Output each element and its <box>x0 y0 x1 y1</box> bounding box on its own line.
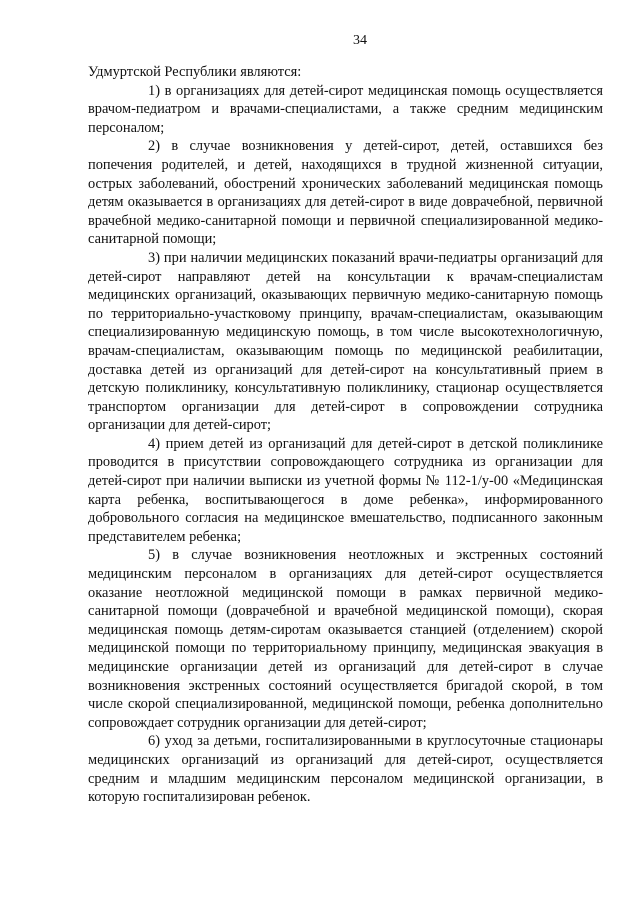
list-item-2: 2) в случае возникновения у детей-сирот, детей, оставшихся без попечения родителей, и детей, находящихся в трудной жизненной ситуации, острых заболеваний, обострений хронических заболеваний медицинская помощь детям оказывается в организациях для детей-сирот в виде доврачебной, первичной врачебной медико-санитарной помощи и первичной специализированной медико-санитарной помощи; <box>88 138 603 248</box>
document-body <box>88 63 603 807</box>
list-item-6: 6) уход за детьми, госпитализированными в круглосуточные стационары медицинских организаций из организаций для детей-сирот, осуществляется средним и младшим медицинским персоналом медицинской организации, в которую госпитализирован ребенок. <box>88 733 603 806</box>
list-item-4: 4) прием детей из организаций для детей-сирот в детской поликлинике проводится в присутствии сопровождающего сотрудника из организации для детей-сирот при наличии выписки из учетной формы № 112-1/у-00 «Медицинская карта ребенка, воспитывающегося в доме ребенка», информированного добровольного согласия на медицинское вмешательство, подписанного законным представителем ребенка; <box>88 435 603 545</box>
list-item-1: 1) в организациях для детей-сирот медицинская помощь осуществляется врачом-педиатром и врачами-специалистами, а также средним медицинским персоналом; <box>88 82 603 136</box>
list-item-5: 5) в случае возникновения неотложных и экстренных состояний медицинским персоналом в организациях для детей-сирот осуществляется оказание неотложной медицинской помощи в рамках первичной медико-санитарной помощи (доврачебной и врачебной медицинской помощи), скорая медицинская помощь детям-сиротам оказывается станцией (отделением) скорой медицинской помощи по территориальному принципу, медицинская эвакуация в медицинские организации детей из организаций для детей-сирот в случае возникновения экстренных состояний осуществляется бригадой скорой, в том числе скорой специализированной, медицинской помощи, ребенка дополнительно сопровождает сотрудник организации для детей-сирот; <box>88 547 603 731</box>
page-number: 34 <box>353 33 367 48</box>
list-item-3: 3) при наличии медицинских показаний врачи-педиатры организаций для детей-сирот направляют детей на консультации к врачам-специалистам медицинских организаций, оказывающих первичную медико-санитарную помощь по территориально-участковому принципу, врачам-специалистам, оказывающим специализированную медицинскую помощь, в том числе высокотехнологичную, врачам-специалистам, оказывающим помощь по медицинской реабилитации, доставка детей из организаций для детей-сирот на консультативный прием в детскую поликлинику, консультативную поликлинику, стационар осуществляется транспортом организации для детей-сирот в сопровождении сотрудника организации для детей-сирот; <box>88 249 603 434</box>
lead-paragraph: Удмуртской Республики являются: <box>88 64 302 80</box>
